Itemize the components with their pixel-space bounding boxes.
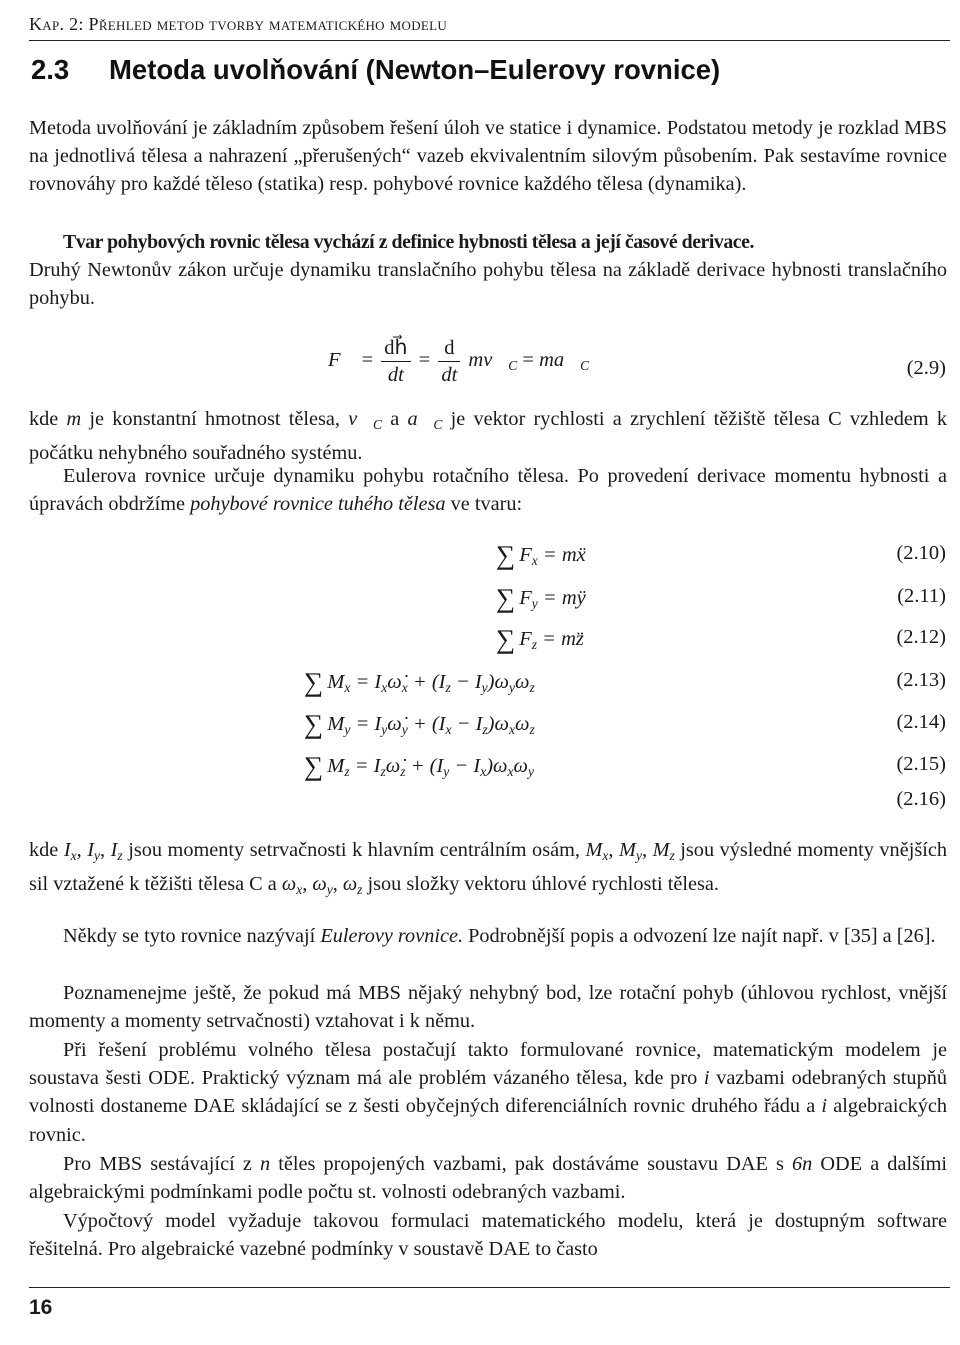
subscript: C — [372, 417, 382, 432]
momentum-derivative-fraction — [381, 336, 410, 387]
center-subscript-2: C — [580, 358, 590, 374]
equation-number: (2.10) — [896, 542, 946, 564]
emphasis: pohybové rovnice tuhého tělesa — [190, 493, 446, 516]
fraction-denominator: dt — [387, 364, 404, 386]
velocity-symbol: v⃗ — [348, 408, 373, 430]
acceleration-symbol: a⃗ — [407, 408, 434, 430]
equation-formula — [496, 624, 584, 655]
equation-formula — [304, 709, 535, 740]
equation-row — [0, 583, 960, 619]
equation-lhs-subscript: z — [344, 764, 350, 779]
page-number: 16 — [29, 1296, 53, 1319]
equation-formula — [304, 667, 535, 698]
text-run: Pro MBS sestávající z — [63, 1153, 252, 1175]
force-symbol: F⃗ — [328, 349, 357, 372]
time-derivative-operator — [438, 336, 460, 387]
symbol: M — [619, 839, 636, 861]
symbol: 6n — [792, 1153, 813, 1175]
subscript: x — [381, 680, 388, 695]
equation-lhs: F — [519, 628, 532, 650]
text-run: Podrobnější popis a odvození lze najít např. v [35] a [26]. — [468, 925, 936, 947]
subscript: z — [482, 722, 488, 737]
subscript: x — [508, 722, 515, 737]
equation-rhs: = I — [355, 671, 382, 693]
paragraph-euler-name — [29, 922, 947, 950]
punctuation: , — [302, 873, 308, 896]
angular-acceleration: ω̇ — [387, 671, 402, 693]
symbol: i — [703, 1067, 710, 1090]
subscript: C — [433, 417, 443, 432]
subscript: y — [635, 848, 642, 863]
subscript: y — [443, 764, 450, 779]
text-run: je vektor rychlosti a zrychlení těžiště tělesa C vzhledem k počátku nehybného souřadného systému. — [29, 408, 948, 465]
equation-number: (2.15) — [896, 753, 946, 775]
equation-row — [0, 540, 960, 576]
equation-lhs: M — [327, 755, 345, 777]
text-run: vazbami odebraných stupňů volnosti dostaneme DAE skládající se z šesti obyčejných diferenciálních rovnic druhého řádu a — [29, 1067, 947, 1118]
paragraph-newton-law: Druhý Newtonův zákon určuje dynamiku translačního pohybu tělesa na základě derivace hybnosti translačního pohybu. — [29, 259, 947, 310]
equation-row — [0, 624, 960, 660]
term: − I — [451, 713, 483, 735]
term: − I — [450, 671, 482, 693]
text-run: kde — [29, 408, 59, 430]
equation-2-16 — [0, 788, 960, 816]
symbol: i — [821, 1095, 828, 1118]
center-subscript: C — [508, 358, 518, 374]
punctuation: , — [100, 839, 106, 861]
text-run: jsou momenty setrvačnosti k hlavním centrálním osám, — [128, 839, 580, 861]
equation-lhs-subscript: x — [344, 680, 351, 695]
text-run: těles propojených vazbami, pak dostáváme soustavu DAE s — [278, 1153, 784, 1175]
term: )ω — [487, 671, 509, 693]
paragraph-intro: Metoda uvolňování je základním způsobem řešení úloh ve statice i dynamice. Podstatou metody je rozklad MBS na jednotlivá tělesa a nahrazení „přerušených“ vazeb ekvivalentním silovým působením. Pak sestavíme rovnice rovnováhy pro každé těleso (statika) resp. pohybové rovnice každého tělesa (dynamika). — [29, 117, 947, 196]
equation-lhs: M — [327, 713, 345, 735]
paragraph-motion-equations: Tvar pohybových rovnic tělesa vychází z definice hybnosti tělesa a její časové derivace. — [63, 231, 754, 253]
subscript: y — [401, 722, 408, 737]
paragraph-fixed-point: Poznamenejme ještě, že pokud má MBS nějaký nehybný bod, lze rotační pohyb (úhlovou rychlost, vnější momenty a momenty setrvačnosti) vztahovat i k němu. — [29, 982, 947, 1033]
subscript: y — [326, 882, 333, 898]
subscript: x — [602, 848, 609, 863]
equation-rhs: = mẍ — [542, 544, 586, 566]
subscript: y — [94, 848, 100, 863]
paragraph-definitions-newton — [29, 405, 947, 467]
subscript: z — [400, 764, 406, 779]
operator-denominator: dt — [441, 364, 458, 386]
subscript: z — [529, 680, 535, 695]
equation-number: (2.12) — [896, 626, 946, 648]
summation-symbol: ∑ — [304, 751, 324, 781]
section-title-text: Metoda uvolňování (Newton–Eulerovy rovnice) — [109, 54, 721, 85]
term: ω — [514, 671, 530, 693]
angular-acceleration: ω̇ — [385, 755, 401, 777]
symbol: I — [63, 839, 71, 861]
symbol: I — [87, 839, 94, 861]
footer-rule — [29, 1287, 950, 1288]
subscript: y — [381, 722, 388, 737]
subscript: x — [480, 764, 487, 779]
equation-formula — [496, 540, 586, 571]
equation-number: (2.14) — [896, 711, 946, 733]
text-run: Při řešení problému volného tělesa postačují takto formulované rovnice, matematickým modelem je soustava šesti ODE. Praktický význam má ale problém vázaného tělesa, kde pro — [29, 1039, 947, 1090]
equation-2-9-formula: F⃗ = $\frac{dh⃗}{dt}$ = $\frac{d}{dt}$ $mv⃗_C$ = $ma⃗_C$ — [328, 337, 590, 386]
paragraph-mbs-system — [29, 1150, 947, 1206]
header-rule — [29, 40, 950, 41]
equation-formula — [304, 751, 534, 782]
punctuation: , — [641, 839, 648, 861]
symbol: M — [652, 839, 670, 861]
punctuation: , — [332, 873, 338, 896]
symbol: I — [110, 839, 118, 861]
text-run: jsou složky vektoru úhlové rychlosti tělesa. — [367, 873, 719, 896]
subscript: x — [401, 680, 408, 695]
equation-number: (2.13) — [896, 669, 946, 691]
paragraph-euler-intro — [29, 462, 947, 518]
term: + (I — [407, 671, 446, 693]
term: + (I — [407, 713, 446, 735]
subscript: z — [380, 764, 386, 779]
equation-lhs: M — [327, 671, 345, 693]
equation-formula — [496, 583, 586, 614]
term: )ω — [486, 755, 508, 777]
section-number: 2.3 — [31, 54, 70, 85]
equation-number: (2.16) — [896, 788, 946, 810]
symbol: ω — [342, 873, 358, 896]
symbol: M — [585, 839, 603, 861]
text-run: a — [390, 408, 400, 430]
subscript: z — [529, 722, 535, 737]
section-title — [31, 54, 941, 86]
equation-2-9 — [0, 336, 960, 398]
subscript: y — [508, 680, 515, 695]
subscript: z — [357, 882, 363, 898]
fraction-numerator: dh⃗ — [381, 336, 410, 362]
subscript: x — [296, 882, 303, 898]
symbol: n — [259, 1153, 271, 1175]
equation-rhs: = mÿ — [542, 587, 586, 609]
symbol: ω — [312, 873, 327, 896]
mass-acceleration-term: ma⃗ — [539, 349, 581, 372]
equation-row — [0, 751, 960, 787]
equation-rhs: = mz̈ — [542, 628, 584, 650]
summation-symbol: ∑ — [496, 624, 516, 654]
subscript: x — [507, 764, 514, 779]
paragraph-definitions-euler — [29, 836, 947, 904]
punctuation: , — [76, 839, 82, 861]
subscript: x — [70, 848, 77, 863]
summation-symbol: ∑ — [304, 667, 324, 697]
emphasis: Eulerovy rovnice. — [320, 925, 464, 947]
summation-symbol: ∑ — [496, 540, 516, 570]
equation-lhs: F — [519, 544, 532, 566]
text-run: ODE a dalšími algebraickými podmínkami podle počtu st. volnosti odebraných vazbami. — [29, 1153, 948, 1204]
equation-row — [0, 667, 960, 703]
equation-rhs: = I — [355, 713, 382, 735]
term: ω — [513, 755, 528, 777]
subscript: z — [117, 848, 123, 863]
equation-row — [0, 709, 960, 745]
text-run: kde — [29, 839, 59, 861]
summation-symbol: ∑ — [304, 709, 324, 739]
equation-number: (2.9) — [906, 357, 946, 379]
text-run: ve tvaru: — [450, 493, 523, 516]
term: − I — [449, 755, 481, 777]
equation-lhs-subscript: z — [531, 637, 538, 652]
equation-rhs: = I — [354, 755, 381, 777]
text-run: Eulerova rovnice určuje dynamiku pohybu rotačního tělesa. Po provedení derivace momentu hybnosti a úpravách obdržíme — [29, 465, 947, 516]
running-head: Kap. 2: Přehled metod tvorby matematického modelu — [29, 14, 448, 34]
subscript: z — [445, 680, 451, 695]
paragraph-computational-model: Výpočtový model vyžaduje takovou formulaci matematického modelu, která je dostupným software řešitelná. Pro algebraické vazebné podmínky v soustavě DAE to často — [29, 1210, 947, 1261]
subscript: z — [669, 848, 675, 863]
term: ω — [514, 713, 530, 735]
equation-lhs-subscript: y — [344, 722, 351, 737]
summation-symbol: ∑ — [496, 583, 516, 613]
equation-number: (2.11) — [897, 585, 946, 607]
punctuation: , — [608, 839, 614, 861]
mass-symbol: m — [66, 408, 82, 430]
equation-lhs-subscript: y — [531, 596, 538, 611]
text-run: jsou výsledné momenty vnějších sil vztažené k těžišti tělesa C a — [29, 839, 948, 896]
subscript: y — [528, 764, 534, 779]
text-run: algebraických rovnic. — [29, 1095, 947, 1146]
term: + (I — [405, 755, 444, 777]
operator-numerator: d — [438, 336, 460, 362]
equation-lhs: F — [519, 587, 532, 609]
angular-acceleration: ω̇ — [387, 713, 402, 735]
subscript: x — [445, 722, 452, 737]
equals-sign: = — [522, 349, 534, 372]
equation-lhs-subscript: x — [531, 553, 538, 568]
subscript: y — [481, 680, 488, 695]
symbol: ω — [281, 873, 297, 896]
text-run: je konstantní hmotnost tělesa, — [89, 408, 340, 430]
term: )ω — [487, 713, 509, 735]
text-run: Někdy se tyto rovnice nazývají — [63, 925, 316, 947]
paragraph-free-body — [29, 1036, 947, 1149]
momentum-term: mv⃗ — [468, 349, 509, 372]
